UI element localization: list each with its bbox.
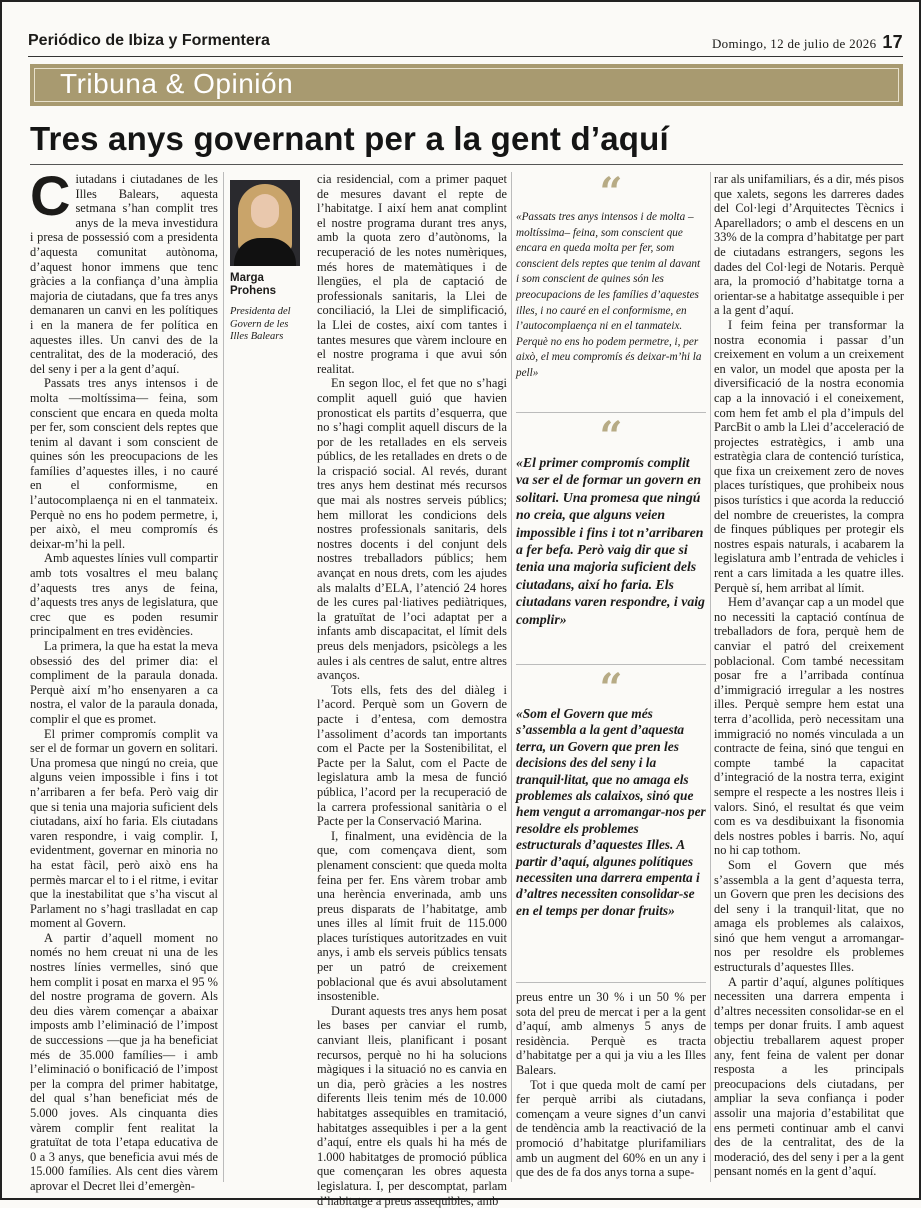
section-banner	[30, 64, 903, 106]
pull-quote-text: «Som el Govern que més s’assembla a la gent d’aquesta terra, un Govern que pren les decisions des del seny i la tranquil·litat, que no amaga els problemes als calaixos, sinó que hem vengut a arromangar-nos per resoldre els problemes estructurals d’aquestes Illes. A partir d’aquí, algunes polítiques necessiten una darrera empenta i d’altres necessiten consolidar-se en el temps per donar fruits»	[516, 706, 706, 918]
pull-quote-text: «El primer compromís complit va ser el de formar un govern en solitari. Una promesa que ningú no creia, que alguns veien impossible i fins i tot n’arribaren a fer befa. Però vaig dir que si tenia una majoria suficient dels ciutadans, així ho faria. Els ciutadans varen respondre, i vaig complir»	[516, 455, 705, 627]
quote-mark-icon: “	[599, 413, 623, 460]
quote-mark-icon: “	[599, 665, 623, 712]
paragraph: I feim feina per transformar la nostra economia i passar d’un creixement en volum a un creixement en valor, un model que aposta per la diversificació de la nostra economia cap a la innovació i el coneixement, com hem fet amb el pla d’impuls del ParcBit o amb la Llei d’acceleració de projectes estratègics, i amb una estratègia clara de contenció turística, que fixa un creixement zero de noves places turístiques, que prohibeix nous pisos turístics i que acorda la reducció del nombre de creueristes, la compra de finques públiques per protegir els nostres espais naturals, i acabarem la legislatura amb l’entrada de vehicles i rent a cars limitada a les quatre illes. Perquè sí, hem arribat al límit.	[714, 317, 904, 595]
quote-mark-icon: “	[599, 169, 623, 216]
author-photo	[230, 180, 300, 266]
paragraph: Amb aquestes línies vull compartir amb tots vosaltres el meu balanç d’aquests tres anys de feina, d’aquests tres anys de legislatura, que crec que es poden resumir principalment en tres evidències.	[30, 551, 218, 639]
paragraph: I, finalment, una evidència de la que, com començava dient, som plenament conscient: que queda molta feina per fer. Ens vàrem trobar amb una herència enverinada, amb uns preus disparats de l’habitatge, amb unes illes al límit fruit de 115.000 places turístiques autoritzades en vuit anys, i amb els serveis públics tensats per un patró de creixement poblacional que és avui absolutament insostenible.	[317, 828, 507, 1004]
article-column-2	[317, 172, 507, 1208]
headline-rule	[30, 164, 903, 165]
drop-cap: C	[30, 164, 71, 227]
pull-quote-3	[516, 665, 706, 919]
paragraph: Durant aquests tres anys hem posat les bases per canviar el rumb, canviant lleis, planificant i posant recursos, perquè no hi ha solucions màgiques i la situació no es canvia en un dia, però gràcies a les nostres diferents lleis tenim més de 10.000 habitatges assequibles en tramitació, habitatges assequibles i per a la gent d’aquí, entre els quals hi ha més de 1.000 habitatges de promoció pública que començaran les obres aquesta legislatura. I, per descomptat, parlam d’habitatge a preus assequibles, amb	[317, 1003, 507, 1208]
column-divider	[223, 172, 224, 1182]
paragraph: preus entre un 30 % i un 50 % per sota del preu de mercat i per a la gent d’aquí, amb almenys 5 anys de residència. Perquè es tracta d’habitatge per a qui ja viu a les Illes Balears.	[516, 990, 706, 1077]
quote-divider	[516, 982, 706, 983]
article-column-3	[516, 990, 706, 1180]
section-title: Tribuna & Opinión	[60, 68, 294, 99]
paragraph: En segon lloc, el fet que no s’hagi complit aquell guió que havien pronosticat els partits d’esquerra, que no s’hagi complit aquell discurs de la por de les retallades en els serveis públics, de les retallades en drets o de la crispació social. Al revés, durant tres anys hem destinat més recursos que mai als nostres serveis públics; hem millorat les condicions dels nostres professionals sanitaris, dels nostres docents i del conjunt dels nostres treballadors públics; hem avançat en nous drets, com les ajudes als malalts d’ELA, l’atenció 24 hores de les cures pal·liatives pediàtriques, la gratuïtat de l’oci adaptat per a infants amb discapacitat, el límit dels preus dels menjadors, psicòlegs a les aules i als centres de salut, entre altres avanços.	[317, 376, 507, 683]
pull-quote-1	[516, 169, 706, 382]
paragraph: El primer compromís complit va ser el de formar un govern en solitari. Una promesa que ningú no creia, que alguns veien impossible i fins i tot n’arribaren a fer befa. Però vaig dir que si tenia una majoria suficient dels ciutadans, així ho faria. Els ciutadans varen respondre, i vaig complir. I, evidentment, governar en minoria no ha estat fàcil, però això ens ha permès marcar el to i el ritme, i evitar que la inestabilitat que s’ha viscut al Parlament no s’hagi traslladat en cap moment al Govern.	[30, 726, 218, 931]
paragraph: cia residencial, com a primer paquet de mesures davant el repte de l’habitatge. I així hem anat complint el nostre programa durant tres anys, amb la quota zero d’autònoms, la recuperació de les notes numèriques, més hores de matemàtiques i de llengües, el pla de captació de professionals sanitaris, la Llei de conciliació, la Llei de simplificació, la Llei de costes, així com tantes i tantes mesures que vàrem incloure en el nostre programa i que avui són realitat.	[317, 172, 507, 376]
article-headline: Tres anys governant per a la gent d’aquí	[30, 120, 669, 157]
paragraph: A partir d’aquell moment no només no hem creuat ni una de les nostres línies vermelles, sinó que hem complit i posat en marxa el 95 % del nostre programa de govern. Als deu dies vàrem començar a abaixar imposts amb l’eliminació de l’impost de successions —que ja ha beneficiat més de 35.000 famílies— i amb l’eliminació o bonificació de l’impost per la compra del primer habitatge, del qual s’han beneficiat més de 5.000 joves. Als cinquanta dies vàrem complir fent realitat la gratuïtat de tota l’etapa educativa de 0 a 3 anys, que beneficia avui més de 15.000 famílies. Als cent dies vàrem aprovar el Decret llei d’emergèn-	[30, 930, 218, 1193]
dateline	[712, 32, 903, 53]
pull-quote-text: «Passats tres anys intensos i de molta –moltíssima– feina, som conscient que encara en queda molta per fer, som conscient dels reptes que tenim al davant i som conscient de quines són les preocupacions de les famílies d’aquestes illes, i no cauré en el conformisme, en l’autocomplaença ni en el tanmateix. Perquè no ens ho podem permetre, i, per això, el meu compromís és deixar-m’hi la pell»	[516, 211, 702, 379]
paragraph: A partir d’aquí, algunes polítiques necessiten una darrera empenta i d’altres necessiten consolidar-se en el temps per donar fruits. I amb aquest objectiu treballarem aquest proper any, fent feina de valent per donar resposta a les principals preocupacions dels ciutadans, per ampliar la seva confiança i poder assolir una majoria d’estabilitat que ens permeti continuar amb el canvi des de la centralitat, des de la moderació, des del seny i per a la gent pensant només en la gent d’aquí.	[714, 974, 904, 1179]
article-column-1	[30, 164, 218, 1194]
paragraph: La primera, la que ha estat la meva obsessió des del primer dia: el compliment de la paraula donada. Perquè així m’ho ensenyaren a ca nostra, el valor de la paraula donada, complir el que es promet.	[30, 639, 218, 726]
paragraph: Ciutadans i ciutadanes de les Illes Balears, aquesta setmana s’han complit tres anys de la meva investidura i presa de possessió com a presidenta d’aquesta comunitat autònoma, d’aquest honor immens que tenc gràcies a la confiança d’una àmplia majoria de ciutadans, que fa tres anys demanaren un canvi en les polítiques i en la manera de fer política en aquestes illes. Un canvi des de la centralitat, des de la moderació, des del seny i per a la gent d’aquí.	[30, 164, 218, 376]
paragraph: Som el Govern que més s’assembla a la gent d’aquesta terra, un Govern que pren les decisions des del seny i la tranquil·litat, que no amaga els problemes als calaixos, sinó que hem vengut a arromangar-nos per resoldre els problemes estructurals d’aquestes Illes.	[714, 857, 904, 975]
article-column-4	[714, 172, 904, 1179]
paragraph: Tots ells, fets des del diàleg i l’acord. Perquè som un Govern de pacte i d’entesa, com demostra l’assoliment d’acords tan importants com el Pacte per la Sostenibilitat, el Pacte per la Salut, com el Pacte de legislatura amb la mesa de funció pública, l’acord per la recuperació de la carrera professional sanitària o el Pacte per la Conservació Marina.	[317, 682, 507, 829]
issue-date: Domingo, 12 de julio de 2026	[711, 36, 877, 51]
column-divider	[511, 172, 512, 1182]
newspaper-name: Periódico de Ibiza y Formentera	[28, 32, 270, 49]
paragraph: Passats tres anys intensos i de molta —moltíssima— feina, som conscient que encara en queda molta per fer, som conscient dels reptes que tenim al davant i som conscient de quines són les preocupacions de les famílies d’aquestes illes, i no cauré en el conformisme, en l’autocomplaença ni en el tanmateix. Perquè no ens ho podem permetre, i, per això, el meu compromís és deixar-m’hi la pell.	[30, 376, 218, 551]
page-number: 17	[882, 32, 903, 52]
paragraph: Tot i que queda molt de camí per fer perquè arribi als ciutadans, començam a veure signes d’un canvi de tendència amb la reactivació de la promoció d’habitatge plurifamiliars amb un augment del 60% en un any i que des de fa dos anys torna a supe-	[516, 1077, 706, 1180]
paragraph: rar als unifamiliars, és a dir, més pisos que xalets, segons les darreres dades del Col·legi d’Arquitectes Tècnics i Aparelladors; o amb el descens en un 33% de la compra d’habitatge per part de ciutadans estrangers, segons les dades del Col·legi de Notaris. Perquè ara, la promoció d’habitatge torna a orientar-se a habitatge assequible i per a la gent d’aquí.	[714, 172, 905, 318]
masthead	[28, 32, 903, 52]
masthead-rule	[28, 56, 903, 57]
author-role: Presidenta del Govern de les Illes Balears	[230, 306, 291, 342]
author-box	[230, 180, 306, 344]
pull-quote-2	[516, 413, 706, 628]
column-divider	[710, 172, 711, 1182]
author-name: Marga Prohens	[230, 272, 277, 297]
paragraph: Hem d’avançar cap a un model que no necessiti la captació contínua de treballadors de fora, perquè hem de canviar el patró del creixement poblacional. Com també necessitam posar fre a l’arribada contínua d’immigració irregular a les nostres illes. Perquè sempre hem estat una terra d’acollida, però necessitam una immigració no només vinculada a un contracte de feina, sinó que tengui en compte també la capacitat d’integració de la nostra terra, exigint sempre el respecte a les nostres lleis i valors. Sinó, el resultat és que veim com es va desdibuixant la fisonomia dels nostres pobles i barris. No, aquí no hi cap tothom.	[714, 595, 904, 858]
